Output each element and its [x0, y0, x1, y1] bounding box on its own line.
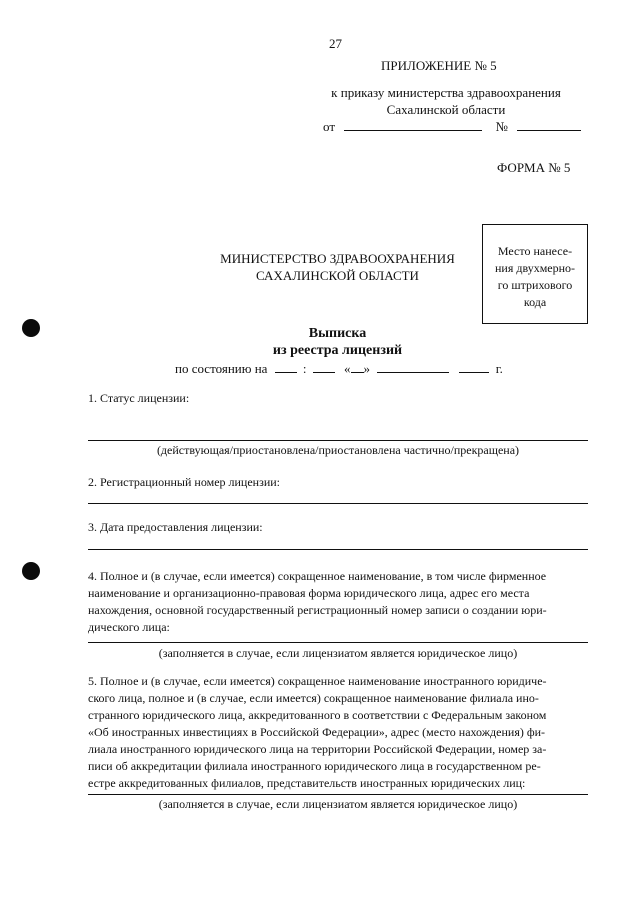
foreign-entity-description [88, 673, 588, 792]
state-prefix: по состоянию на [175, 361, 268, 376]
status-label: 1. Статус лицензии: [88, 391, 190, 405]
reg-number-fill-line[interactable] [88, 503, 588, 504]
state-year-blank[interactable] [459, 360, 489, 373]
appendix-title: ПРИЛОЖЕНИЕ № 5 [381, 58, 497, 73]
barcode-line-4: кода [523, 295, 547, 309]
legal-entity-description [88, 568, 588, 636]
quote-open: « [344, 361, 351, 376]
order-line-2: Сахалинской области [386, 102, 506, 117]
state-hour-blank[interactable] [275, 360, 297, 373]
status-hint: (действующая/приостановлена/приостановлена частично/прекращена) [156, 443, 520, 457]
state-day-blank[interactable] [351, 360, 364, 373]
page-number: 27 [329, 36, 342, 51]
issue-date-label: 3. Дата предоставления лицензии: [88, 520, 263, 534]
ministry-line-1: МИНИСТЕРСТВО ЗДРАВООХРАНЕНИЯ [220, 251, 455, 266]
year-suffix: г. [495, 361, 503, 376]
ministry-name [210, 250, 465, 284]
order-date-number-line [323, 118, 581, 135]
extract-title-line-2: из реестра лицензий [272, 343, 403, 358]
extract-title-line-1: Выписка [308, 326, 367, 341]
legal-entity-line-3: нахождения, основной государственный регистрационный номер записи о создании юри- [88, 603, 547, 617]
foreign-entity-hint: (заполняется в случае, если лицензиатом является юридическое лицо) [158, 797, 518, 811]
extract-title [200, 325, 475, 359]
foreign-entity-line-5: лиала иностранного юридического лица на территории Российской Федерации, номер за- [88, 742, 547, 756]
foreign-entity-line-4: «Об иностранных инвестициях в Российской Федерации», адрес (место нахождения) фи- [88, 725, 546, 739]
order-reference [300, 84, 592, 118]
legal-entity-fill-line[interactable] [88, 642, 588, 643]
time-separator: : [302, 361, 307, 376]
quote-close: » [363, 361, 371, 376]
number-label: № [495, 119, 508, 134]
state-month-blank[interactable] [377, 360, 449, 373]
status-fill-line[interactable] [88, 440, 588, 441]
foreign-entity-line-7: естре аккредитованных филиалов, представительств иностранных юридических лиц: [88, 776, 526, 790]
legal-entity-hint: (заполняется в случае, если лицензиатом является юридическое лицо) [158, 646, 518, 660]
order-line-1: к приказу министерства здравоохранения [331, 85, 561, 100]
punch-hole-top [22, 319, 40, 337]
barcode-line-2: ния двухмерно- [494, 261, 576, 275]
foreign-entity-line-2: ского лица, полное и (в случае, если имеется) сокращенное наименование филиала ино- [88, 691, 539, 705]
barcode-line-1: Место нанесе- [497, 244, 573, 258]
legal-entity-line-4: дического лица: [88, 620, 170, 634]
legal-entity-line-2: наименование и организационно-правовая форма юридического лица, адрес его места [88, 586, 530, 600]
foreign-entity-line-1: 5. Полное и (в случае, если имеется) сокращенное наименование иностранного юридиче- [88, 674, 547, 688]
form-title: ФОРМА № 5 [497, 160, 571, 175]
order-number-blank[interactable] [517, 118, 581, 131]
barcode-placeholder-box [482, 224, 588, 324]
foreign-entity-line-6: писи об аккредитации филиала иностранного юридического лица в государственном ре- [88, 759, 541, 773]
date-label: от [323, 119, 336, 134]
foreign-entity-fill-line[interactable] [88, 794, 588, 795]
state-as-of-line [175, 360, 503, 377]
foreign-entity-line-3: странного юридического лица, аккредитованного в соответствии с Федеральным законом [88, 708, 547, 722]
reg-number-label: 2. Регистрационный номер лицензии: [88, 475, 281, 489]
ministry-line-2: САХАЛИНСКОЙ ОБЛАСТИ [256, 268, 419, 283]
punch-hole-bottom [22, 562, 40, 580]
barcode-line-3: го штрихового [497, 278, 573, 292]
state-minute-blank[interactable] [313, 360, 335, 373]
issue-date-fill-line[interactable] [88, 549, 588, 550]
legal-entity-line-1: 4. Полное и (в случае, если имеется) сокращенное наименование, в том числе фирменное [88, 569, 547, 583]
order-date-blank[interactable] [344, 118, 482, 131]
